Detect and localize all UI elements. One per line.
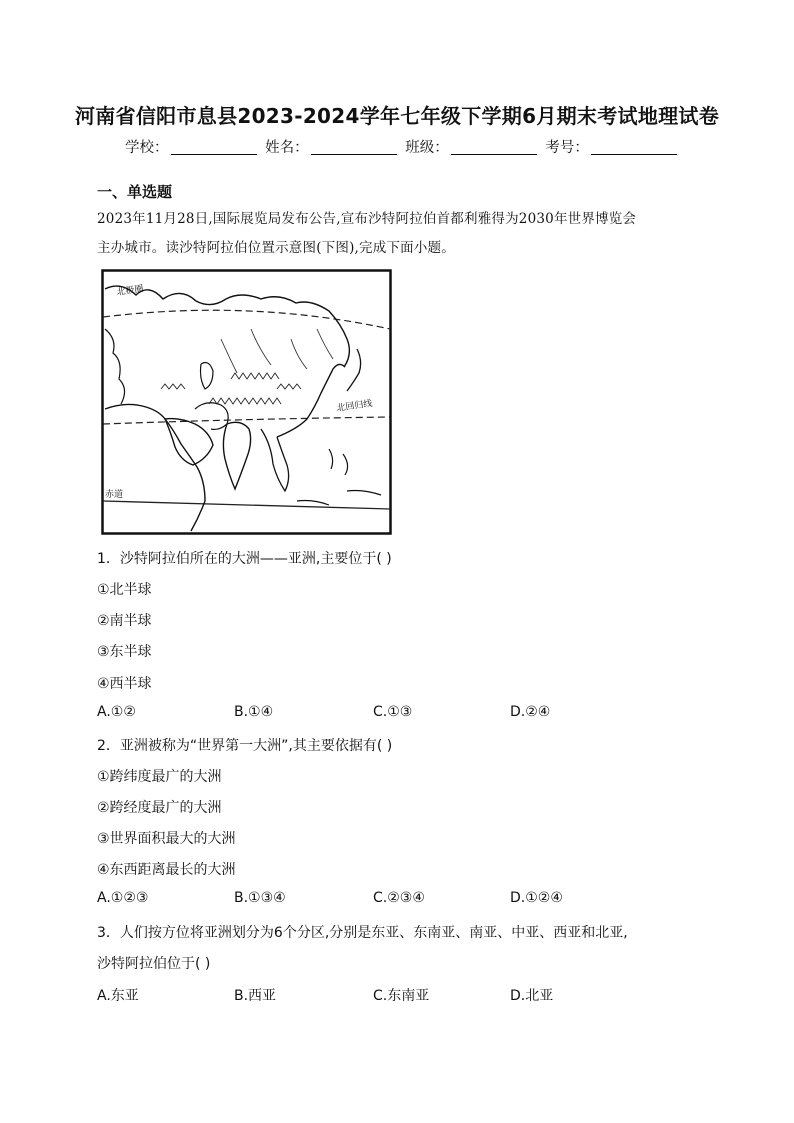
q2-item-4: ④东西距离最长的大洲 [97, 862, 236, 878]
class-blank[interactable] [451, 140, 537, 155]
class-label: 班级： [405, 140, 449, 156]
intro-line-1: 2023年11月28日,国际展览局发布公告,宣布沙特阿拉伯首都利雅得为2030年世界博览会 [97, 211, 637, 227]
section-heading: 一、单选题 [97, 183, 173, 201]
q2-item-1: ①跨纬度最广的大洲 [97, 769, 222, 785]
question-3-stem-line-1: 3．人们按方位将亚洲划分为6个分区,分别是东亚、东南亚、南亚、中亚、西亚和北亚, [97, 925, 628, 941]
question-3-stem-line-2: 沙特阿拉伯位于( ) [97, 956, 211, 972]
saudi-location-map [101, 269, 392, 535]
q1-item-2: ②南半球 [97, 613, 152, 629]
map-label-tropic: 北回归线 [336, 399, 374, 414]
map-label-arctic: 北极圈 [116, 284, 145, 298]
map-label-equator: 赤道 [105, 490, 124, 500]
school-blank[interactable] [171, 140, 257, 155]
q2-choice-c[interactable]: C.②③④ [373, 890, 425, 906]
q3-choice-b[interactable]: B.西亚 [234, 988, 277, 1004]
q1-choice-a[interactable]: A.①② [97, 704, 136, 720]
page-title: 河南省信阳市息县2023-2024学年七年级下学期6月期末考试地理试卷 [74, 104, 720, 128]
number-blank[interactable] [591, 140, 677, 155]
q1-choice-d[interactable]: D.②④ [510, 704, 551, 720]
q2-choice-b[interactable]: B.①③④ [234, 890, 286, 906]
number-label: 考号： [545, 140, 589, 156]
q2-choice-d[interactable]: D.①②④ [510, 890, 563, 906]
name-label: 姓名： [265, 140, 309, 156]
q1-choice-b[interactable]: B.①④ [234, 704, 274, 720]
q1-item-4: ④西半球 [97, 676, 152, 692]
question-1-stem: 1．沙特阿拉伯所在的大洲——亚洲,主要位于( ) [97, 551, 392, 567]
question-2-stem: 2．亚洲被称为“世界第一大洲”,其主要依据有( ) [97, 738, 393, 754]
q3-choice-c[interactable]: C.东南亚 [373, 988, 430, 1004]
q2-item-3: ③世界面积最大的大洲 [97, 831, 236, 847]
q1-item-1: ①北半球 [97, 582, 152, 598]
student-info-row [125, 136, 681, 157]
intro-line-2: 主办城市。读沙特阿拉伯位置示意图(下图),完成下面小题。 [97, 240, 455, 256]
intro-paragraph [97, 205, 707, 263]
name-blank[interactable] [311, 140, 397, 155]
q2-choice-a[interactable]: A.①②③ [97, 890, 149, 906]
q1-item-3: ③东半球 [97, 644, 152, 660]
school-label: 学校： [125, 140, 169, 156]
q3-choice-a[interactable]: A.东亚 [97, 988, 139, 1004]
q2-item-2: ②跨经度最广的大洲 [97, 800, 222, 816]
q1-choice-c[interactable]: C.①③ [373, 704, 413, 720]
q3-choice-d[interactable]: D.北亚 [510, 988, 554, 1004]
